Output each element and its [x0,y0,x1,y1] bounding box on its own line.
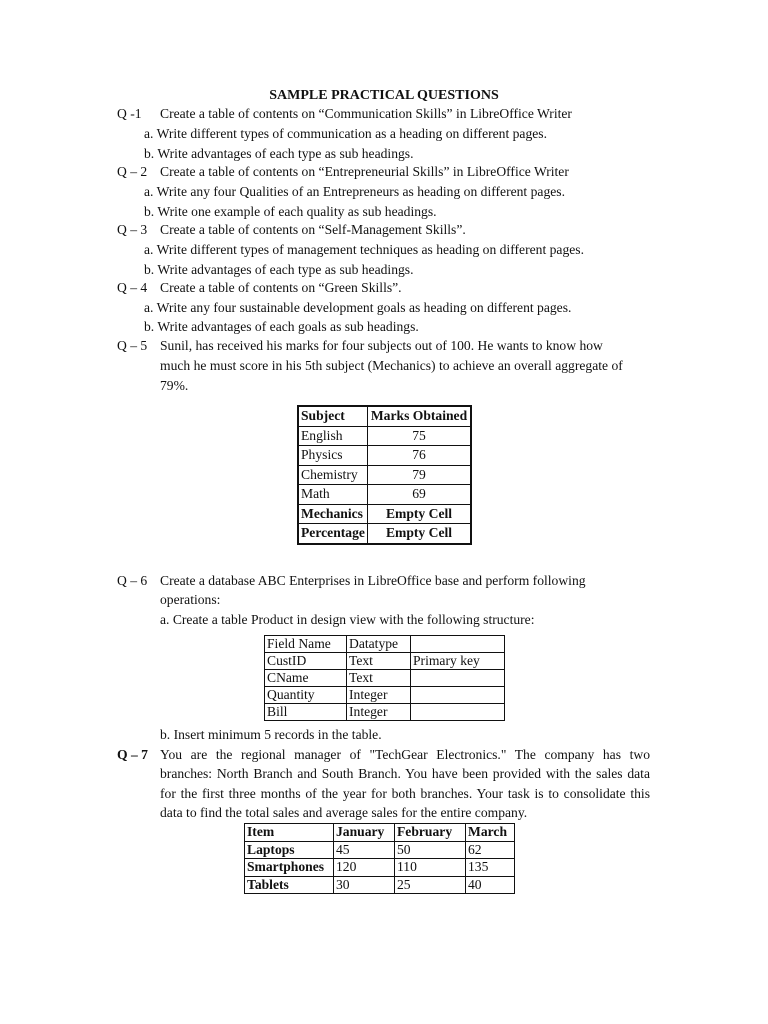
table-row [265,670,505,687]
q7-text-line3: for the first three months of the year for both branches. Your task is to consolidate this [160,786,650,801]
table-cell [411,704,505,721]
table-header-row [265,636,505,653]
table-cell: 120 [334,859,395,877]
q3-part-b: b. Write advantages of each type as sub headings. [144,262,414,277]
table-cell: 69 [368,485,472,505]
table-header-row [298,406,471,426]
table-cell: 110 [395,859,466,877]
table-row [298,446,471,466]
table-row [265,653,505,670]
q4-text: Create a table of contents on “Green Skills”. [160,280,402,295]
q1-part-b: b. Write advantages of each type as sub headings. [144,146,414,161]
marks-table [297,405,472,545]
table-cell: Integer [347,687,411,704]
q5-text-line1: Sunil, has received his marks for four subjects out of 100. He wants to know how [160,338,603,353]
product-structure-table [264,635,505,721]
table-cell: 79 [368,465,472,485]
table-cell: 50 [395,841,466,859]
table-cell: Smartphones [245,859,334,877]
table-cell: Tablets [245,876,334,894]
table-cell: CName [265,670,347,687]
q1-number: Q -1 [117,106,142,121]
q7-number: Q – 7 [117,747,148,762]
table-cell: 45 [334,841,395,859]
table-header: Datatype [347,636,411,653]
table-row [298,426,471,446]
table-cell: Empty Cell [368,524,472,544]
table-cell: Mechanics [298,504,368,524]
table-cell: Percentage [298,524,368,544]
page-title: SAMPLE PRACTICAL QUESTIONS [269,88,499,103]
table-cell: 40 [466,876,515,894]
table-cell: Laptops [245,841,334,859]
q7-text-line4: data to find the total sales and average sales for the entire company. [160,805,528,820]
table-header: Marks Obtained [368,406,472,426]
table-cell [411,687,505,704]
table-cell: Bill [265,704,347,721]
table-header [411,636,505,653]
q4-part-b: b. Write advantages of each goals as sub headings. [144,319,419,334]
table-row [298,504,471,524]
table-cell: 76 [368,446,472,466]
table-cell: Text [347,670,411,687]
q4-part-a: a. Write any four sustainable development goals as heading on different pages. [144,300,572,315]
table-cell [411,670,505,687]
table-row [245,876,515,894]
table-row [298,524,471,544]
q3-part-a: a. Write different types of management techniques as heading on different pages. [144,242,584,257]
q5-text-line2: much he must score in his 5th subject (Mechanics) to achieve an overall aggregate of [160,358,623,373]
table-header: January [334,824,395,842]
q6-part-b: b. Insert minimum 5 records in the table. [160,727,382,742]
q4-number: Q – 4 [117,280,148,295]
table-header: March [466,824,515,842]
table-cell: Chemistry [298,465,368,485]
table-cell: Text [347,653,411,670]
table-cell: English [298,426,368,446]
q5-text-line3: 79%. [160,378,189,393]
q3-number: Q – 3 [117,222,148,237]
q5-number: Q – 5 [117,338,148,353]
table-cell: Quantity [265,687,347,704]
table-cell: 75 [368,426,472,446]
table-row [265,687,505,704]
table-cell: CustID [265,653,347,670]
table-row [245,859,515,877]
sales-table [244,823,515,894]
table-row [298,465,471,485]
q2-part-b: b. Write one example of each quality as sub headings. [144,204,437,219]
q2-text: Create a table of contents on “Entrepreneurial Skills” in LibreOffice Writer [160,164,569,179]
table-cell: 135 [466,859,515,877]
q2-number: Q – 2 [117,164,148,179]
q3-text: Create a table of contents on “Self-Management Skills”. [160,222,466,237]
q2-part-a: a. Write any four Qualities of an Entrepreneurs as heading on different pages. [144,184,565,199]
table-cell: 25 [395,876,466,894]
q6-part-a: a. Create a table Product in design view with the following structure: [160,612,535,627]
table-cell: Integer [347,704,411,721]
table-header: Subject [298,406,368,426]
table-row [298,485,471,505]
table-row [245,841,515,859]
q7-text-line2: branches: North Branch and South Branch. You have been provided with the sales data [160,766,650,781]
q1-text: Create a table of contents on “Communication Skills” in LibreOffice Writer [160,106,572,121]
table-row [265,704,505,721]
table-cell: 62 [466,841,515,859]
table-header: February [395,824,466,842]
q6-number: Q – 6 [117,573,148,588]
q6-text-line2: operations: [160,592,221,607]
table-cell: Math [298,485,368,505]
table-cell: 30 [334,876,395,894]
q6-text-line1: Create a database ABC Enterprises in LibreOffice base and perform following [160,573,586,588]
q7-text-line1: You are the regional manager of "TechGear Electronics." The company has two [160,747,650,762]
table-cell: Empty Cell [368,504,472,524]
table-cell: Physics [298,446,368,466]
table-header: Field Name [265,636,347,653]
table-cell: Primary key [411,653,505,670]
q1-part-a: a. Write different types of communication as a heading on different pages. [144,126,547,141]
table-header-row [245,824,515,842]
table-header: Item [245,824,334,842]
